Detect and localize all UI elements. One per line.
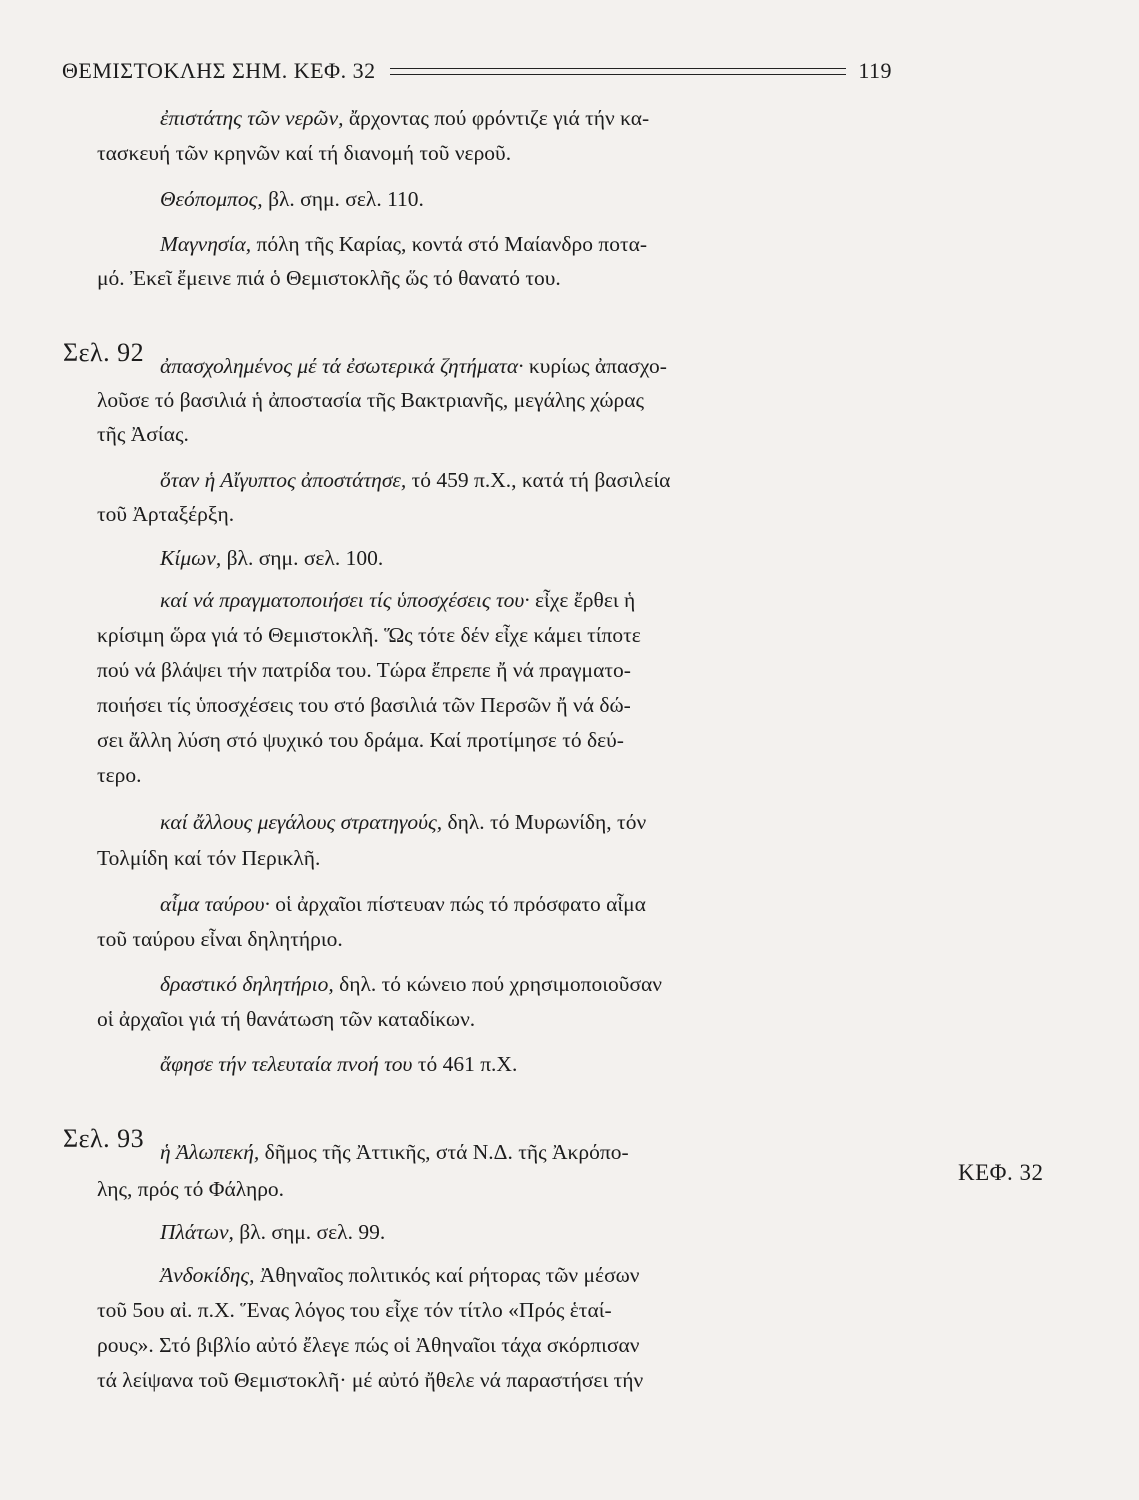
chapter-side-label: ΚΕΦ. 32 — [958, 1160, 1044, 1185]
note-text: δηλ. τό Μυρωνίδη, τόν — [442, 810, 647, 834]
note-text: πού νά βλάψει τήν πατρίδα του. Τώρα ἔπρεπε ἤ νά πραγματο- — [97, 658, 631, 682]
note-text: τοῦ Ἀρταξέρξη. — [97, 502, 235, 526]
note-text: τοῦ ταύρου εἶναι δηλητήριο. — [97, 927, 343, 951]
note-line — [160, 464, 670, 496]
note-lemma: Μαγνησία, — [160, 232, 252, 256]
note-line — [97, 1329, 640, 1361]
note-lemma: ἡ Ἀλωπεκή, — [160, 1140, 260, 1164]
note-lemma: αἷμα ταύρου· — [160, 892, 270, 916]
note-text: οἱ ἀρχαῖοι γιά τή θανάτωση τῶν καταδίκων. — [97, 1007, 476, 1031]
note-lemma: ἀπασχολημένος μέ τά ἐσωτερικά ζητήματα· — [160, 354, 524, 378]
note-text: τασκευή τῶν κρηνῶν καί τή διανομή τοῦ νεροῦ. — [97, 141, 512, 165]
note-line — [160, 102, 649, 134]
note-line — [97, 384, 644, 416]
note-text: Τολμίδη καί τόν Περικλῆ. — [97, 846, 321, 870]
running-title: ΘΕΜΙΣΤΟΚΛΗΣ ΣΗΜ. ΚΕΦ. 32 — [62, 58, 376, 83]
note-line — [160, 968, 662, 1000]
note-text: ἄρχοντας πού φρόντιζε γιά τήν κα- — [343, 106, 650, 130]
note-lemma: Ἀνδοκίδης, — [160, 1263, 255, 1287]
note-text: μό. Ἐκεῖ ἔμεινε πιά ὁ Θεμιστοκλῆς ὥς τό θανατό του. — [97, 266, 561, 290]
note-text: δῆμος τῆς Ἀττικῆς, στά Ν.Δ. τῆς Ἀκρόπο- — [259, 1140, 629, 1164]
note-text: βλ. σημ. σελ. 100. — [221, 546, 384, 570]
section-heading-93: Σελ. 93 — [63, 1124, 145, 1153]
header-rule — [390, 68, 847, 75]
note-text: λης, πρός τό Φάληρο. — [97, 1177, 285, 1201]
note-text: ποιήσει τίς ὑποσχέσεις του στό βασιλιά τῶν Περσῶν ἤ νά δώ- — [97, 693, 631, 717]
page-number: 119 — [858, 58, 892, 83]
note-line — [160, 542, 383, 574]
note-line — [160, 228, 647, 260]
section-heading-92: Σελ. 92 — [63, 338, 145, 367]
note-text: λοῦσε τό βασιλιά ἡ ἀποστασία τῆς Βακτριανῆς, μεγάλης χώρας — [97, 388, 645, 412]
note-lemma: Πλάτων, — [160, 1220, 234, 1244]
note-text: βλ. σημ. σελ. 99. — [233, 1220, 386, 1244]
note-lemma: καί ἄλλους μεγάλους στρατηγούς, — [160, 810, 443, 834]
note-text: τερο. — [97, 763, 142, 787]
note-line — [97, 262, 561, 294]
note-lemma: ἄφησε τήν τελευταία πνοή του — [160, 1052, 413, 1076]
note-line — [97, 1364, 643, 1396]
note-text: δηλ. τό κώνειο πού χρησιμοποιοῦσαν — [333, 972, 663, 996]
note-text: τοῦ 5ου αἰ. π.Χ. Ἕνας λόγος του εἶχε τόν τίτλο «Πρός ἑταί- — [97, 1298, 612, 1322]
note-line — [97, 724, 624, 756]
note-line — [97, 923, 343, 955]
note-line — [160, 1048, 517, 1080]
note-text: εἶχε ἔρθει ἡ — [529, 588, 636, 612]
note-text: τά λείψανα τοῦ Θεμιστοκλῆ· μέ αὐτό ἤθελε νά παραστήσει τήν — [97, 1368, 644, 1392]
note-text: βλ. σημ. σελ. 110. — [262, 187, 424, 211]
note-text: τῆς Ἀσίας. — [97, 422, 189, 446]
note-text: Ἀθηναῖος πολιτικός καί ρήτορας τῶν μέσων — [254, 1263, 640, 1287]
note-line — [160, 806, 646, 838]
note-line — [160, 1259, 640, 1291]
note-lemma: καί νά πραγματοποιήσει τίς ὑποσχέσεις του· — [160, 588, 530, 612]
note-text: τό 459 π.Χ., κατά τή βασιλεία — [406, 468, 671, 492]
note-line — [160, 584, 635, 616]
note-text: τό 461 π.Χ. — [412, 1052, 518, 1076]
note-text: οἱ ἀρχαῖοι πίστευαν πώς τό πρόσφατο αἷμα — [269, 892, 646, 916]
note-lemma: Θεόπομπος, — [160, 187, 263, 211]
note-line — [97, 759, 142, 791]
note-line — [160, 1136, 629, 1168]
note-line — [97, 842, 320, 874]
note-line — [160, 1216, 385, 1248]
note-line — [97, 418, 189, 450]
note-text: πόλη τῆς Καρίας, κοντά στό Μαίανδρο ποτα- — [251, 232, 648, 256]
note-line — [160, 350, 667, 382]
note-text: σει ἄλλη λύση στό ψυχικό του δράμα. Καί προτίμησε τό δεύ- — [97, 728, 624, 752]
note-line — [97, 689, 631, 721]
note-lemma: ἐπιστάτης τῶν νερῶν, — [160, 106, 344, 130]
note-line — [97, 137, 511, 169]
note-line — [160, 183, 424, 215]
note-line — [97, 654, 631, 686]
note-line — [97, 619, 641, 651]
note-line — [160, 888, 646, 920]
note-text: κυρίως ἀπασχο- — [523, 354, 667, 378]
note-line — [97, 498, 234, 530]
note-text: ρους». Στό βιβλίο αὐτό ἔλεγε πώς οἱ Ἀθηναῖοι τάχα σκόρπισαν — [97, 1333, 640, 1357]
note-lemma: ὅταν ἡ Αἴγυπτος ἀποστάτησε, — [160, 468, 407, 492]
note-line — [97, 1173, 284, 1205]
note-lemma: Κίμων, — [160, 546, 222, 570]
note-line — [97, 1003, 475, 1035]
note-lemma: δραστικό δηλητήριο, — [160, 972, 334, 996]
note-line — [97, 1294, 612, 1326]
note-text: κρίσιμη ὥρα γιά τό Θεμιστοκλῆ. Ὥς τότε δέν εἶχε κάμει τίποτε — [97, 623, 641, 647]
running-header — [62, 55, 892, 87]
